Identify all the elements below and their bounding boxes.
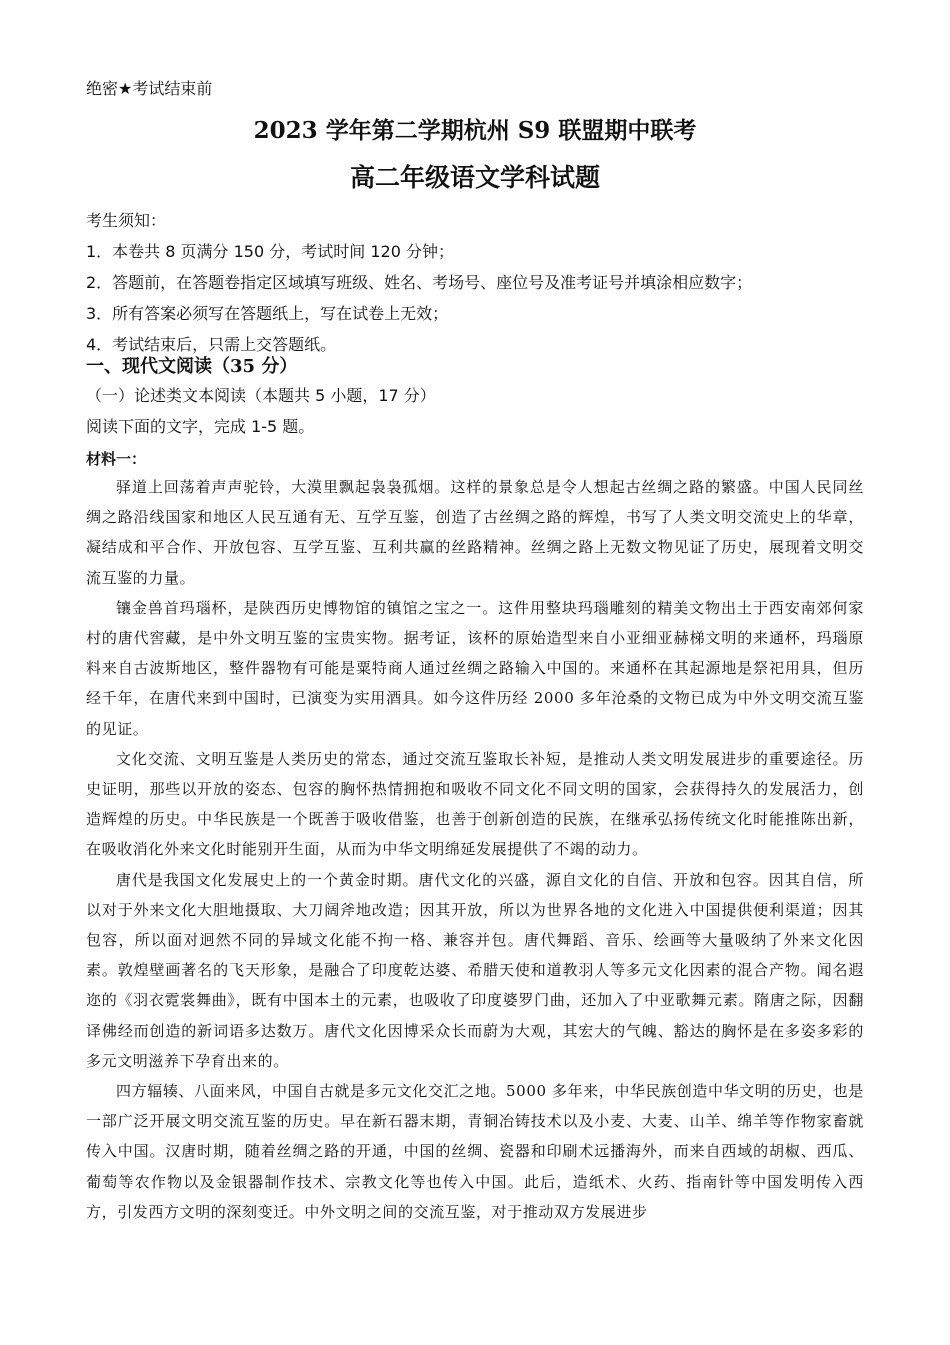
passage-paragraph: 镶金兽首玛瑙杯，是陕西历史博物馆的镇馆之宝之一。这件用整块玛瑙雕刻的精美文物出土于西安南郊何家村的唐代窖藏，是中外文明互鉴的宝贵实物。据考证，该杯的原始造型来自小亚细亚赫梯文明的来通杯，玛瑙原料来自古波斯地区，整件器物有可能是粟特商人通过丝绸之路输入中国的。来通杯在其起源地是祭祀用具，但历经千年，在唐代来到中国时，已演变为实用酒具。如今这件历经 2000 多年沧桑的文物已成为中外文明交流互鉴的见证。 (86, 598, 864, 738)
passage-paragraph: 四方辐辏、八面来风，中国自古就是多元文化交汇之地。5000 多年来，中华民族创造中华文明的历史，也是一部广泛开展文明交流互鉴的历史。早在新石器末期，青铜冶铸技术以及小麦、大麦、山羊、绵羊等作物家畜就传入中国。汉唐时期，随着丝绸之路的开通，中国的丝绸、瓷器和印刷术远播海外，而来自西域的胡椒、西瓜、葡萄等农作物以及金银器制作技术、宗教文化等也传入中国。此后，造纸术、火药、指南针等中国发明传入西方，引发西方文明的深刻变迁。中外文明之间的交流互鉴，对于推动双方发展进步 (86, 1082, 864, 1221)
passage-paragraph: 文化交流、文明互鉴是人类历史的常态，通过交流互鉴取长补短，是推动人类文明发展进步的重要途径。历史证明，那些以开放的姿态、包容的胸怀热情拥抱和吸收不同文化不同文明的国家，会获得持久的发展活力，创造辉煌的历史。中华民族是一个既善于吸收借鉴，也善于创新创造的民族，在继承弘扬传统文化时能推陈出新，在吸收消化外来文化时能别开生面，从而为中华文明绵延发展提供了不竭的动力。 (86, 749, 864, 859)
candidate-notice (86, 205, 886, 360)
exam-title: 2023 学年第二学期杭州 S9 联盟期中联考 (253, 117, 697, 144)
notice-heading: 考生须知： (86, 211, 167, 230)
exam-subtitle: 高二年级语文学科试题 (349, 163, 600, 192)
notice-item: 4．考试结束后，只需上交答题纸。 (86, 335, 337, 354)
material-label: 材料一： (86, 450, 147, 468)
subsection-heading: （一）论述类文本阅读（本题共 5 小题，17 分） (86, 386, 436, 405)
passage-paragraph: 驿道上回荡着声声驼铃，大漠里飘起袅袅孤烟。这样的景象总是令人想起古丝绸之路的繁盛。中国人民同丝绸之路沿线国家和地区人民互通有无、互学互鉴，创造了古丝绸之路的辉煌，书写了人类文明交流史上的华章，凝结成和平合作、开放包容、互学互鉴、互利共赢的丝路精神。丝绸之路上无数文物见证了历史，展现着文明交流互鉴的力量。 (86, 478, 864, 587)
confidential-label: 绝密★考试结束前 (86, 79, 213, 98)
reading-instruction: 阅读下面的文字，完成 1-5 题。 (86, 417, 315, 436)
section-heading: 一、现代文阅读（35 分） (86, 356, 298, 377)
notice-item: 3．所有答案必须写在答题纸上，写在试卷上无效； (86, 304, 449, 323)
notice-item: 1．本卷共 8 页满分 150 分，考试时间 120 分钟； (86, 242, 454, 261)
passage-paragraph: 唐代是我国文化发展史上的一个黄金时期。唐代文化的兴盛，源自文化的自信、开放和包容。因其自信，所以对于外来文化大胆地摄取、大刀阔斧地改造；因其开放，所以为世界各地的文化进入中国提供便利渠道；因其包容，所以面对迥然不同的异域文化能不拘一格、兼容并包。唐代舞蹈、音乐、绘画等大量吸纳了外来文化因素。敦煌壁画著名的飞天形象，是融合了印度乾达婆、希腊天使和道教羽人等多元文化因素的混合产物。闻名遐迩的《羽衣霓裳舞曲》，既有中国本土的元素，也吸收了印度婆罗门曲，还加入了中亚歌舞元素。隋唐之际，因翻译佛经而创造的新词语多达数万。唐代文化因博采众长而蔚为大观，其宏大的气魄、豁达的胸怀是在多姿多彩的多元文明滋养下孕育出来的。 (86, 870, 864, 1070)
reading-passage (86, 472, 864, 1227)
notice-item: 2．答题前，在答题卷指定区域填写班级、姓名、考场号、座位号及准考证号并填涂相应数字； (86, 273, 753, 292)
